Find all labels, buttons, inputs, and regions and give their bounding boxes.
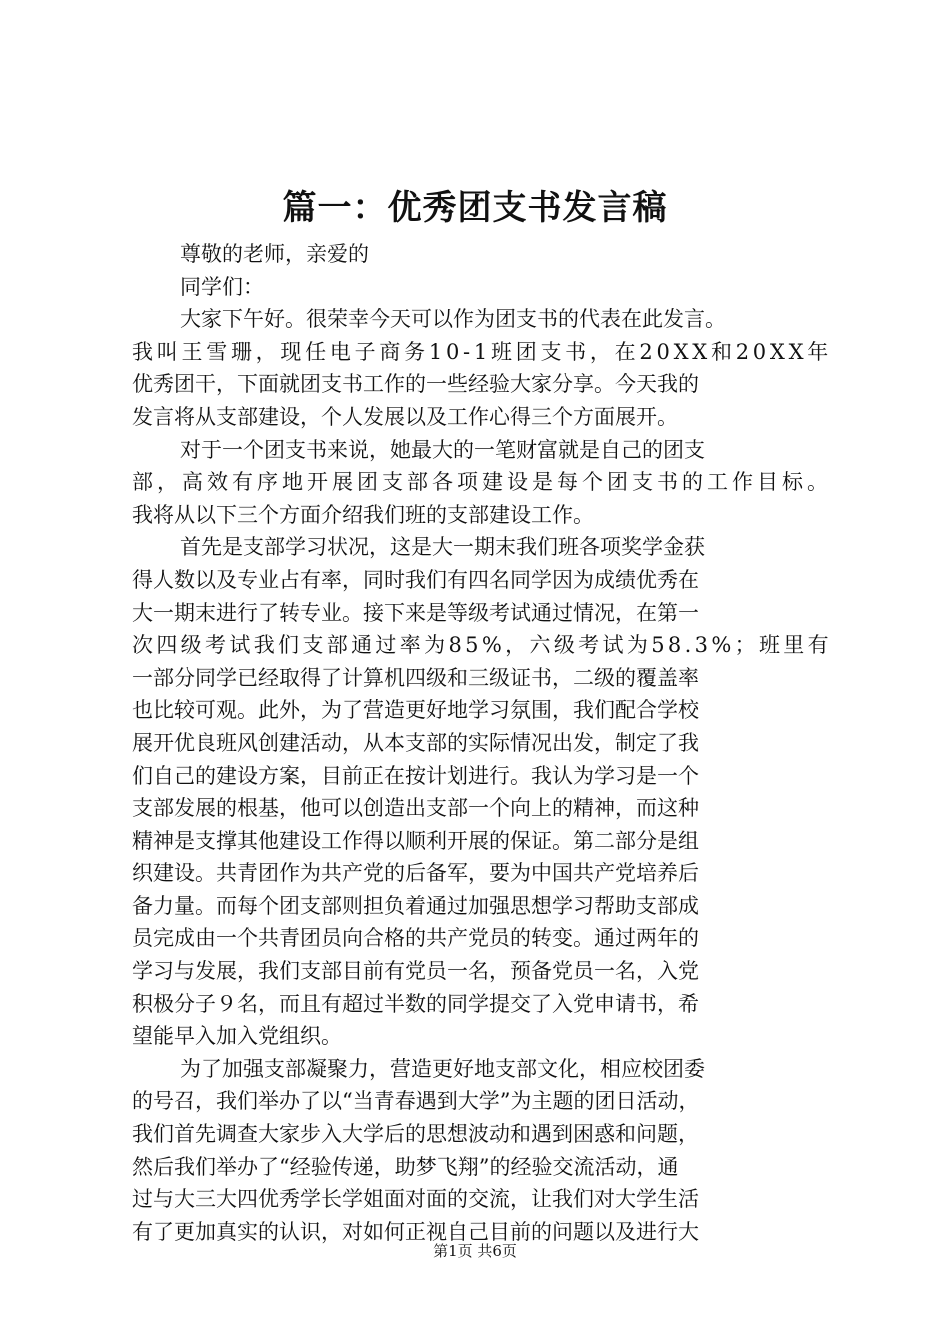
document-title: 篇一：优秀团支书发言稿	[282, 188, 668, 228]
text-line: 我叫王雪珊，现任电子商务10-1班团支书，在20XX和20XX年	[132, 339, 832, 364]
text-line: 支部发展的根基，他可以创造出支部一个向上的精神，而这种	[132, 796, 699, 821]
text-line: 首先是支部学习状况，这是大一期末我们班各项奖学金获	[180, 535, 705, 560]
text-line: 次四级考试我们支部通过率为85%，六级考试为58.3%；班里有	[132, 633, 832, 658]
text-line: 学习与发展，我们支部目前有党员一名，预备党员一名，入党	[132, 959, 699, 984]
document-body	[132, 238, 832, 1248]
text-line: 展开优良班风创建活动，从本支部的实际情况出发，制定了我	[132, 730, 699, 755]
text-line: 得人数以及专业占有率，同时我们有四名同学因为成绩优秀在	[132, 567, 699, 592]
text-line: 大家下午好。很荣幸今天可以作为团支书的代表在此发言。	[180, 307, 726, 332]
text-line: 优秀团干，下面就团支书工作的一些经验大家分享。今天我的	[132, 372, 699, 397]
text-line: 望能早入加入党组织。	[132, 1024, 342, 1049]
text-line: 我将从以下三个方面介绍我们班的支部建设工作。	[132, 502, 594, 527]
text-line: 我们首先调查大家步入大学后的思想波动和遇到困惑和问题，	[132, 1122, 699, 1147]
text-line: 然后我们举办了“经验传递，助梦飞翔”的经验交流活动，通	[132, 1154, 679, 1179]
text-line: 大一期末进行了转专业。接下来是等级考试通过情况，在第一	[132, 600, 699, 625]
text-line: 员完成由一个共青团员向合格的共产党员的转变。通过两年的	[132, 926, 699, 951]
text-line: 一部分同学已经取得了计算机四级和三级证书，二级的覆盖率	[132, 665, 699, 690]
text-line: 为了加强支部凝聚力，营造更好地支部文化，相应校团委	[180, 1056, 705, 1081]
text-line: 过与大三大四优秀学长学姐面对面的交流，让我们对大学生活	[132, 1187, 699, 1212]
text-line: 有了更加真实的认识，对如何正视自己目前的问题以及进行大	[132, 1219, 699, 1244]
text-line: 的号召，我们举办了以“当青春遇到大学”为主题的团日活动，	[132, 1089, 700, 1114]
text-line: 织建设。共青团作为共产党的后备军，要为中国共产党培养后	[132, 861, 699, 886]
text-line: 积极分子９名，而且有超过半数的同学提交了入党申请书，希	[132, 991, 699, 1016]
page-footer: 第1页 共6页	[433, 1242, 517, 1260]
text-line: 同学们：	[180, 274, 264, 299]
text-line: 精神是支撑其他建设工作得以顺利开展的保证。第二部分是组	[132, 828, 699, 853]
text-line: 部，高效有序地开展团支部各项建设是每个团支书的工作目标。	[132, 470, 832, 495]
text-line: 尊敬的老师，亲爱的	[180, 242, 369, 266]
text-line: 备力量。而每个团支部则担负着通过加强思想学习帮助支部成	[132, 893, 699, 918]
text-line: 也比较可观。此外，为了营造更好地学习氛围，我们配合学校	[132, 698, 699, 723]
text-line: 们自己的建设方案，目前正在按计划进行。我认为学习是一个	[132, 763, 699, 788]
text-line: 发言将从支部建设，个人发展以及工作心得三个方面展开。	[132, 404, 678, 429]
text-line: 对于一个团支书来说，她最大的一笔财富就是自己的团支	[180, 437, 705, 462]
